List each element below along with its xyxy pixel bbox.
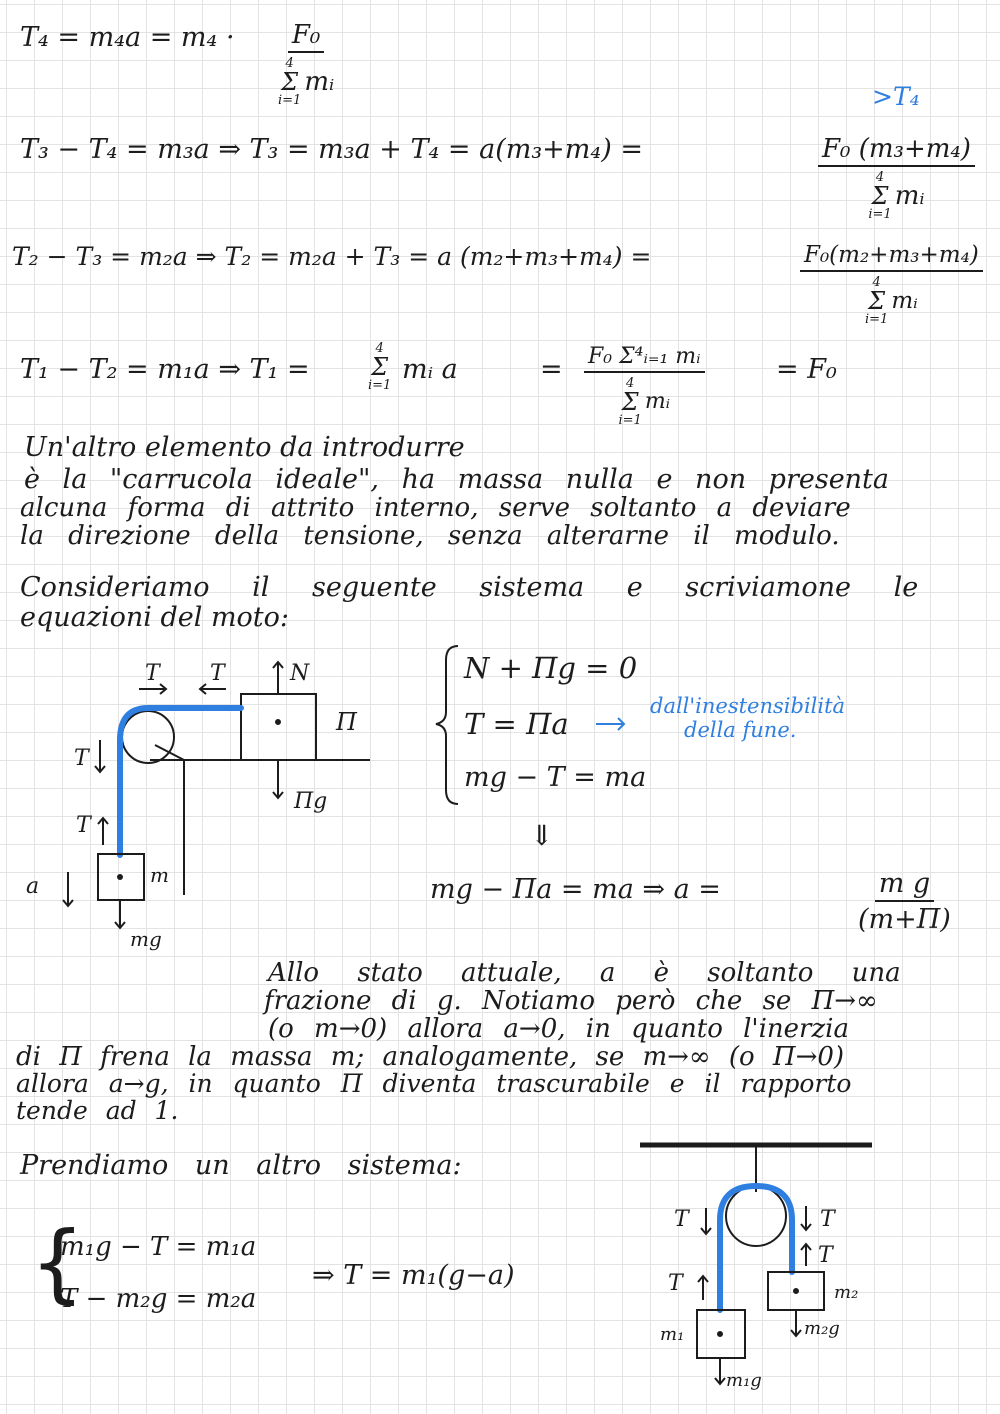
system1-note-line: dall'inestensibilità bbox=[650, 694, 846, 718]
sum-upper: 4 bbox=[872, 275, 881, 290]
eq1-sum: 4 Σ i=1 bbox=[278, 56, 302, 108]
arrow-mg bbox=[115, 900, 125, 928]
eq3-lhs: T₂ − T₃ = m₂a ⇒ T₂ = m₂a + T₃ = a (m₂+m₃+m₄) = bbox=[12, 242, 652, 271]
label2-m2: m₂ bbox=[834, 1282, 859, 1303]
label-m-big: Π bbox=[336, 708, 357, 736]
system1-note-line: della fune. bbox=[684, 718, 797, 742]
sum-lower: i=1 bbox=[368, 378, 392, 393]
paragraph4: Prendiamo un altro sistema: bbox=[20, 1150, 462, 1181]
eq4-den-sum: 4 Σ i=1 bbox=[618, 376, 642, 428]
eq4-sum-term: mᵢ a bbox=[402, 354, 458, 385]
system1-result-lhs: mg − Πa = ma ⇒ a = bbox=[430, 874, 721, 905]
eq3-den-term: mᵢ bbox=[891, 287, 918, 314]
eq3-sum: 4 Σ i=1 bbox=[865, 275, 889, 327]
arrow2-m1g bbox=[715, 1358, 725, 1384]
eq4-numerator: F₀ Σ⁴ᵢ₌₁ mᵢ bbox=[584, 346, 705, 373]
block-big-center bbox=[276, 720, 280, 724]
diagram1-labels bbox=[26, 661, 358, 951]
system1-line: T = Πa bbox=[464, 707, 569, 741]
system2-line: m₁g − T = m₁a bbox=[60, 1232, 257, 1262]
arrow-t-up bbox=[98, 818, 108, 845]
diagram2 bbox=[697, 1145, 824, 1384]
note-greater-t4: >T₄ bbox=[872, 82, 920, 111]
system1-result-denominator: (m+Π) bbox=[858, 904, 951, 935]
paragraph2-line: Consideriamo il seguente sistema e scriviamone le bbox=[20, 572, 919, 603]
system1-result-numerator: m g bbox=[875, 870, 934, 902]
sum-lower: i=1 bbox=[865, 312, 889, 327]
sum-upper: 4 bbox=[285, 56, 294, 71]
sum-upper: 4 bbox=[626, 376, 635, 391]
rope1 bbox=[120, 708, 241, 855]
label-mg: mg bbox=[130, 927, 162, 951]
system1-brace bbox=[436, 646, 458, 804]
sum-lower: i=1 bbox=[618, 413, 642, 428]
label-n: N bbox=[290, 661, 310, 686]
paragraph1-line: è la "carrucola ideale", ha massa nulla e non presenta bbox=[24, 464, 890, 495]
label-t-down: T bbox=[74, 746, 89, 771]
arrow2-t1-down bbox=[701, 1208, 711, 1234]
eq2-sum: 4 Σ i=1 bbox=[868, 170, 892, 222]
sum-upper: 4 bbox=[875, 170, 885, 185]
arrow-n bbox=[273, 662, 283, 694]
eq4-den-term: mᵢ bbox=[644, 389, 671, 414]
block-m1-center bbox=[718, 1332, 722, 1336]
label-t-up: T bbox=[76, 813, 91, 838]
paragraph1-line: la direzione della tensione, senza alterarne il modulo. bbox=[20, 521, 840, 551]
system2-result: ⇒ T = m₁(g−a) bbox=[312, 1260, 515, 1291]
label-m-small: m bbox=[150, 863, 169, 887]
pulley-wheel bbox=[122, 711, 174, 763]
system1-result-fraction bbox=[858, 870, 951, 933]
block-big bbox=[241, 694, 316, 760]
system2-line: T − m₂g = m₂a bbox=[60, 1284, 257, 1314]
arrow2-m2g bbox=[791, 1310, 801, 1336]
system1-line: N + Πg = 0 bbox=[464, 651, 638, 685]
label2-t2-down: T bbox=[820, 1207, 835, 1232]
implies-arrow: ⇓ bbox=[530, 819, 554, 852]
paragraph1-line: Un'altro elemento da introdurre bbox=[24, 432, 465, 463]
label-t-left: T bbox=[210, 661, 225, 686]
label2-t2-up: T bbox=[818, 1243, 833, 1268]
label-a: a bbox=[26, 874, 40, 899]
sum-upper: 4 bbox=[375, 341, 384, 356]
arrow2-t1-up bbox=[698, 1276, 708, 1300]
paragraph3-line: allora a→g, in quanto Π diventa trascurabile e il rapporto bbox=[16, 1069, 852, 1098]
arrow-t-down bbox=[95, 740, 105, 772]
eq2-lhs: T₃ − T₄ = m₃a ⇒ T₃ = m₃a + T₄ = a(m₃+m₄) = bbox=[20, 134, 643, 165]
eq4-rhs: = F₀ bbox=[776, 354, 837, 385]
arrow2-t2-down bbox=[801, 1206, 811, 1230]
system1-line: mg − T = ma bbox=[464, 762, 647, 793]
eq2-numerator: F₀ (m₃+m₄) bbox=[818, 136, 975, 167]
eq4-equals: = bbox=[540, 354, 563, 385]
label2-m2g: m₂g bbox=[804, 1318, 840, 1339]
paragraph3-line: di Π frena la massa m; analogamente, se m→∞ (o Π→0) bbox=[16, 1042, 845, 1072]
eq2-den-term: mᵢ bbox=[894, 181, 925, 211]
eq4-sum: 4 Σ i=1 bbox=[368, 341, 392, 393]
pulley-support bbox=[155, 745, 184, 760]
rope2 bbox=[720, 1186, 792, 1310]
label-pi-g: Πg bbox=[294, 789, 328, 814]
block-small-center bbox=[118, 875, 122, 879]
label-t-right: T bbox=[145, 661, 160, 686]
paragraph2-line: equazioni del moto: bbox=[20, 602, 290, 633]
arrow-a bbox=[63, 872, 73, 906]
sum-lower: i=1 bbox=[868, 207, 892, 222]
label2-m1g: m₁g bbox=[726, 1370, 762, 1391]
paragraph1-line: alcuna forma di attrito interno, serve soltanto a deviare bbox=[20, 493, 851, 523]
label2-t1-down: T bbox=[674, 1207, 689, 1232]
eq1-den-term: mᵢ bbox=[304, 67, 335, 97]
note-arrow bbox=[596, 718, 624, 730]
pulley2-wheel bbox=[726, 1186, 786, 1246]
diagram2-labels bbox=[660, 1207, 858, 1391]
eq4-lhs: T₁ − T₂ = m₁a ⇒ T₁ = bbox=[20, 354, 310, 385]
label2-t1-up: T bbox=[668, 1271, 683, 1296]
eq3-numerator: F₀(m₂+m₃+m₄) bbox=[800, 244, 983, 272]
block-m2-center bbox=[794, 1289, 798, 1293]
arrow-pi-g bbox=[273, 760, 283, 798]
paragraph3-line: tende ad 1. bbox=[16, 1096, 179, 1125]
label2-m1: m₁ bbox=[660, 1324, 685, 1345]
arrow2-t2-up bbox=[801, 1244, 811, 1266]
system2-brace: { bbox=[30, 1213, 85, 1313]
eq1-lhs: T₄ = m₄a = m₄ · bbox=[20, 22, 235, 53]
paragraph3-line: Allo stato attuale, a è soltanto una bbox=[268, 958, 901, 988]
eq1-numerator: F₀ bbox=[288, 22, 324, 53]
paragraph3-line: (o m→0) allora a→0, in quanto l'inerzia bbox=[268, 1014, 849, 1044]
paragraph3-line: frazione di g. Notiamo però che se Π→∞ bbox=[264, 986, 878, 1016]
sum-lower: i=1 bbox=[278, 93, 302, 108]
